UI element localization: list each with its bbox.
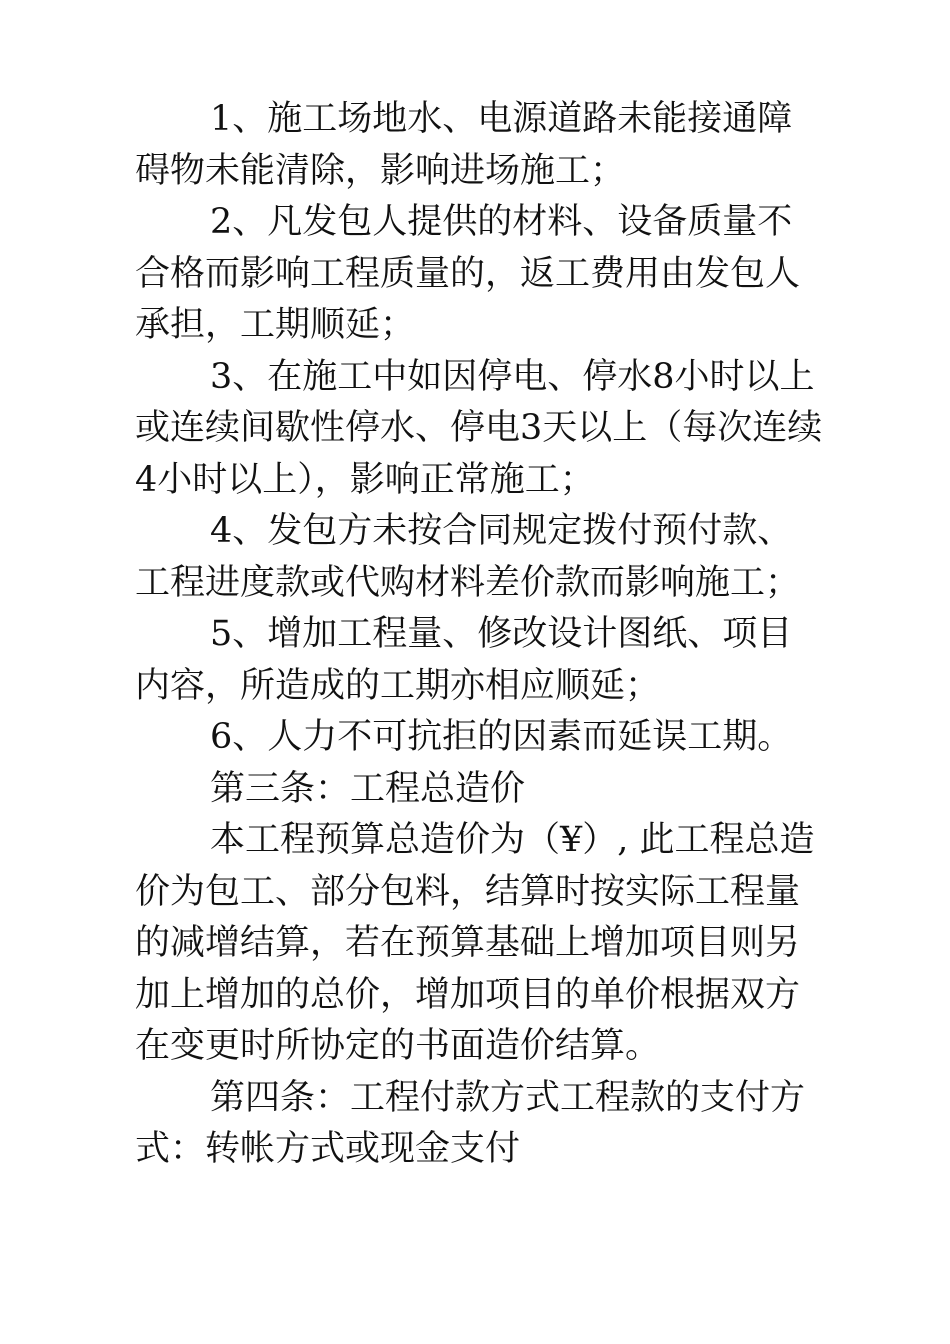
paragraph-delay-clause-1: 1、施工场地水、电源道路未能接通障碍物未能清除，影响进场施工； <box>135 99 793 191</box>
document-body <box>135 94 825 1176</box>
paragraph-delay-clause-2: 2、凡发包人提供的材料、设备质量不合格而影响工程质量的，返工费用由发包人承担，工期顺延； <box>135 202 801 345</box>
paragraph-delay-clause-4: 4、发包方未按合同规定拨付预付款、工程进度款或代购材料差价款而影响施工； <box>135 511 801 603</box>
section-heading-article-3: 第三条：工程总造价 <box>210 768 526 809</box>
paragraph-delay-clause-5: 5、增加工程量、修改设计图纸、项目内容，所造成的工期亦相应顺延； <box>135 614 793 706</box>
paragraph-total-cost: 本工程预算总造价为（¥）, 此工程总造价为包工、部分包料，结算时按实际工程量的减增结算，若在预算基础上增加项目则另加上增加的总价，增加项目的单价根据双方在变更时所协定的书面造价结算。 <box>135 820 815 1066</box>
paragraph-article-4-payment: 第四条：工程付款方式工程款的支付方式：转帐方式或现金支付 <box>135 1077 806 1169</box>
paragraph-delay-clause-6: 6、人力不可抗拒的因素而延误工期。 <box>210 717 793 757</box>
paragraph-delay-clause-3: 3、在施工中如因停电、停水8小时以上或连续间歇性停水、停电3天以上（每次连续4小时以上），影响正常施工； <box>135 356 823 500</box>
